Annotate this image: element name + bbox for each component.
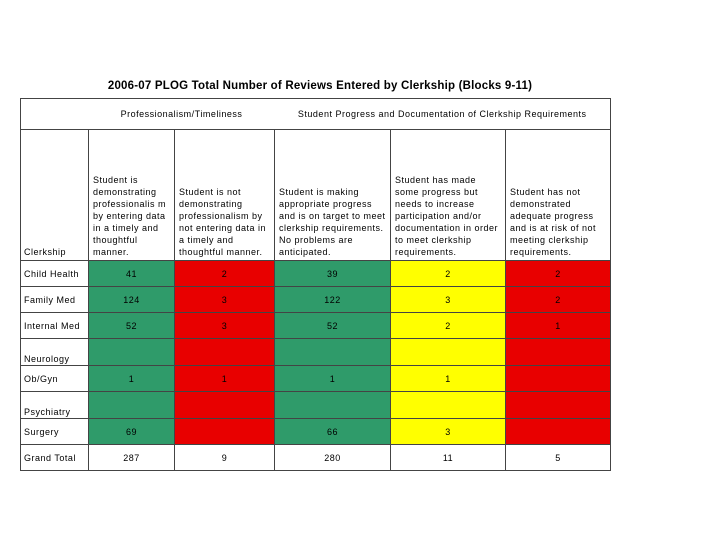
cell-prof-no: 1 xyxy=(175,366,275,392)
total-prog-making: 280 xyxy=(275,445,391,471)
column-header-prog-some: Student has made some progress but needs to increase participation and/or documentation in order to meet clerkship requirements. xyxy=(391,130,506,261)
cell-prof-no xyxy=(175,419,275,445)
table-row xyxy=(21,366,611,392)
cell-prog-not: 1 xyxy=(506,313,611,339)
cell-prog-some xyxy=(391,392,506,419)
column-header-prof-no: Student is not demonstrating professionalism by not entering data in a timely and thoughtful manner. xyxy=(175,130,275,261)
cell-prof-no: 3 xyxy=(175,313,275,339)
row-label: Surgery xyxy=(21,419,89,445)
total-prog-not: 5 xyxy=(506,445,611,471)
row-label: Family Med xyxy=(21,287,89,313)
cell-prof-yes: 52 xyxy=(89,313,175,339)
column-header-prog-not: Student has not demonstrated adequate progress and is at risk of not meeting clerkship requirements. xyxy=(506,130,611,261)
row-label: Neurology xyxy=(21,339,89,366)
group-header-row xyxy=(21,99,611,130)
cell-prof-no xyxy=(175,339,275,366)
row-label: Psychiatry xyxy=(21,392,89,419)
cell-prog-not xyxy=(506,419,611,445)
cell-prof-no: 2 xyxy=(175,261,275,287)
column-header-clerkship: Clerkship xyxy=(21,130,89,261)
cell-prog-making: 52 xyxy=(275,313,391,339)
table-row xyxy=(21,419,611,445)
table-row xyxy=(21,339,611,366)
group-header-blank xyxy=(21,99,89,130)
report-title: 2006-07 PLOG Total Number of Reviews Entered by Clerkship (Blocks 9-11) xyxy=(107,80,533,92)
cell-prog-not: 2 xyxy=(506,287,611,313)
table-row xyxy=(21,392,611,419)
cell-prof-yes xyxy=(89,339,175,366)
cell-prog-not xyxy=(506,339,611,366)
row-label: Ob/Gyn xyxy=(21,366,89,392)
cell-prog-some: 1 xyxy=(391,366,506,392)
row-label: Child Health xyxy=(21,261,89,287)
cell-prog-making xyxy=(275,339,391,366)
cell-prog-making xyxy=(275,392,391,419)
table-row xyxy=(21,261,611,287)
total-prof-yes: 287 xyxy=(89,445,175,471)
column-header-prog-making: Student is making appropriate progress and is on target to meet clerkship requirements. No problems are anticipated. xyxy=(275,130,391,261)
group-header-professionalism: Professionalism/Timeliness xyxy=(89,99,275,130)
cell-prof-no: 3 xyxy=(175,287,275,313)
cell-prog-making: 39 xyxy=(275,261,391,287)
cell-prog-making: 122 xyxy=(275,287,391,313)
clerkship-review-table xyxy=(20,98,611,471)
cell-prof-yes: 41 xyxy=(89,261,175,287)
cell-prog-making: 1 xyxy=(275,366,391,392)
cell-prog-some: 2 xyxy=(391,313,506,339)
table-row xyxy=(21,287,611,313)
total-prog-some: 11 xyxy=(391,445,506,471)
group-header-progress: Student Progress and Documentation of Clerkship Requirements xyxy=(275,99,611,130)
grand-total-label: Grand Total xyxy=(21,445,89,471)
grand-total-row xyxy=(21,445,611,471)
table-row xyxy=(21,313,611,339)
row-label: Internal Med xyxy=(21,313,89,339)
cell-prog-making: 66 xyxy=(275,419,391,445)
cell-prof-yes xyxy=(89,392,175,419)
cell-prog-some: 3 xyxy=(391,287,506,313)
cell-prog-not xyxy=(506,366,611,392)
column-header-prof-yes: Student is demonstrating professionalis m by entering data in a timely and thoughtful manner. xyxy=(89,130,175,261)
cell-prog-not xyxy=(506,392,611,419)
cell-prof-yes: 1 xyxy=(89,366,175,392)
cell-prog-some: 2 xyxy=(391,261,506,287)
cell-prog-not: 2 xyxy=(506,261,611,287)
cell-prog-some xyxy=(391,339,506,366)
cell-prof-yes: 69 xyxy=(89,419,175,445)
cell-prof-yes: 124 xyxy=(89,287,175,313)
cell-prof-no xyxy=(175,392,275,419)
total-prof-no: 9 xyxy=(175,445,275,471)
column-header-row xyxy=(21,130,611,261)
cell-prog-some: 3 xyxy=(391,419,506,445)
